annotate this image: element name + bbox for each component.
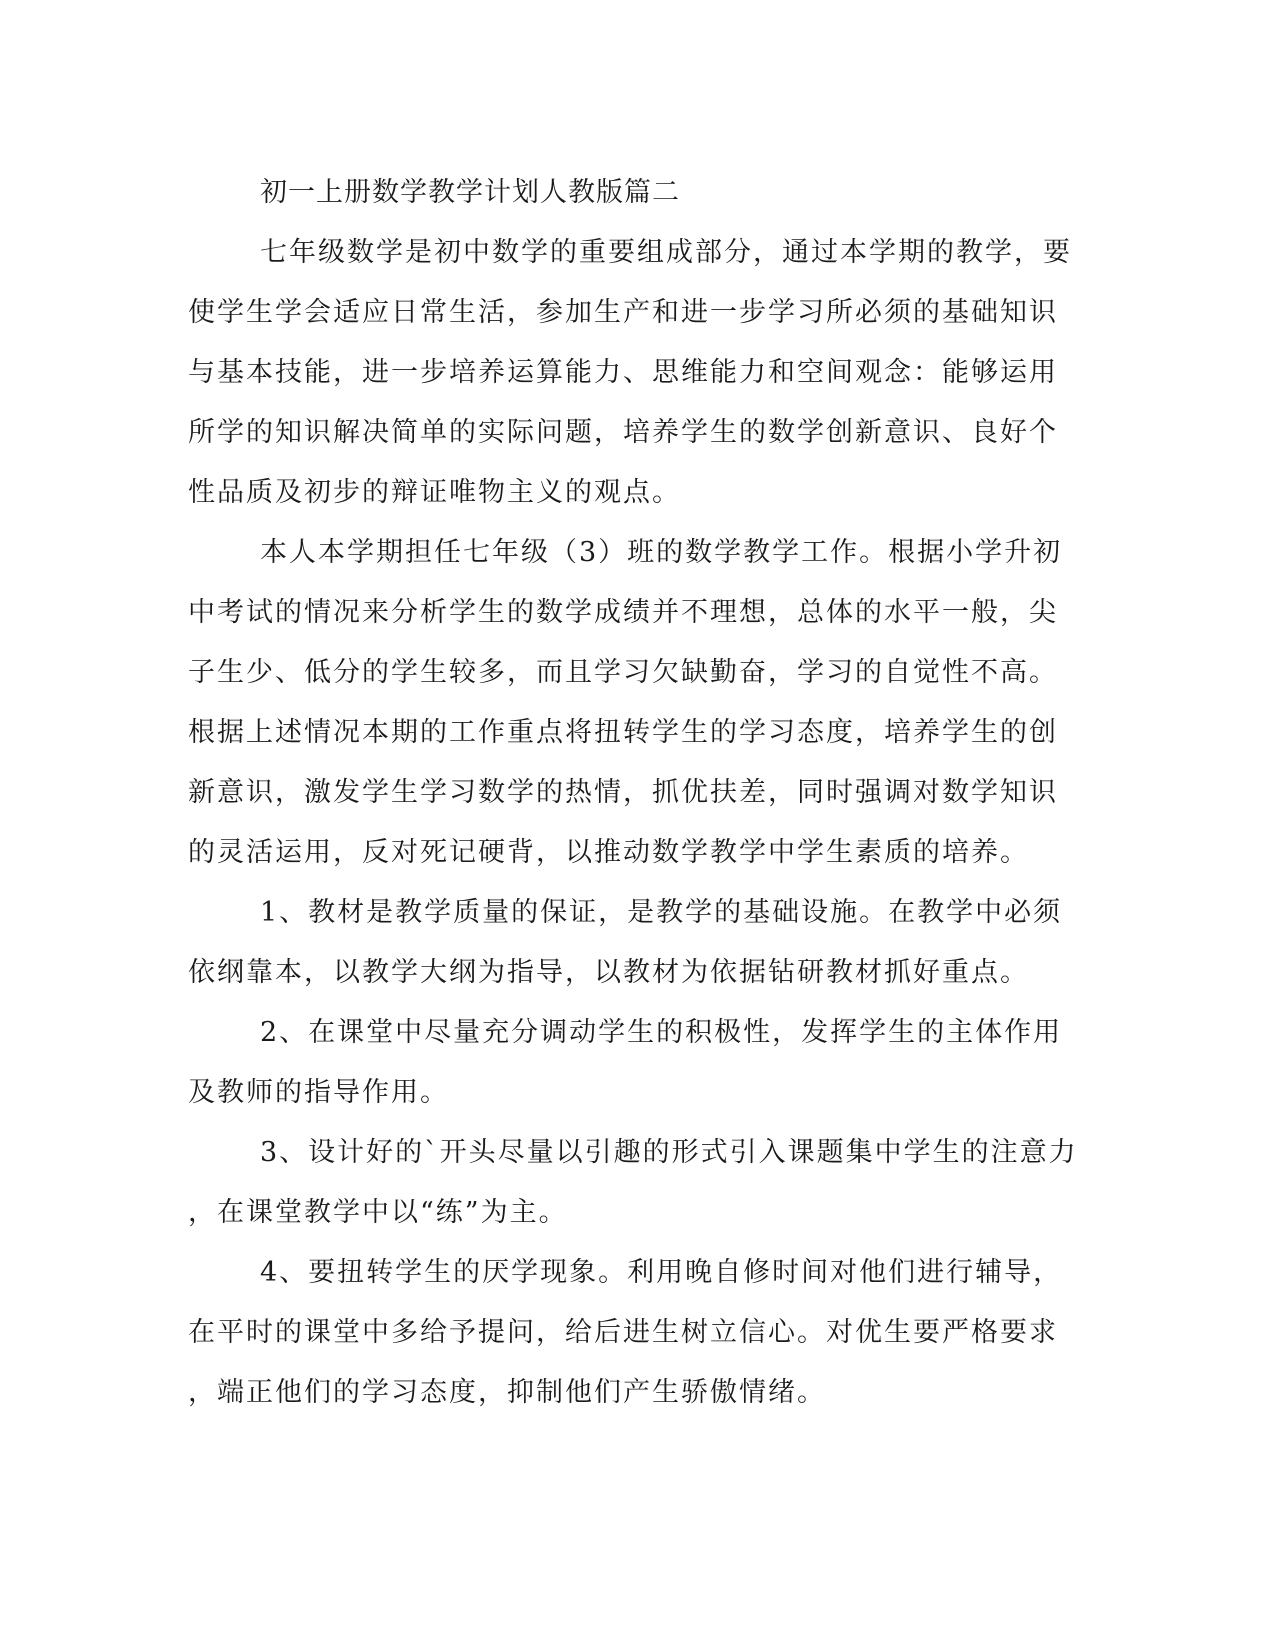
document-title: 初一上册数学教学计划人教版篇二 <box>260 177 680 208</box>
paragraph-1-line-1: 七年级数学是初中数学的重要组成部分，通过本学期的教学，要 <box>260 237 1072 268</box>
item-4-line-1: 4、要扭转学生的厌学现象。利用晚自修时间对他们进行辅导， <box>260 1257 1063 1288</box>
item-2-line-2: 及教师的指导作用。 <box>188 1077 449 1108</box>
paragraph-1-line-2: 使学生学会适应日常生活，参加生产和进一步学习所必须的基础知识 <box>188 297 1058 328</box>
item-1-line-2: 依纲靠本，以教学大纲为指导，以教材为依据钻研教材抓好重点。 <box>188 957 1029 988</box>
paragraph-2-line-4: 根据上述情况本期的工作重点将扭转学生的学习态度，培养学生的创 <box>188 717 1058 748</box>
item-4-line-2: 在平时的课堂中多给予提问，给后进生树立信心。对优生要严格要求 <box>188 1317 1058 1348</box>
paragraph-2-line-3: 子生少、低分的学生较多，而且学习欠缺勤奋，学习的自觉性不高。 <box>188 657 1058 688</box>
item-3-line-2: ，在课堂教学中以“练”为主。 <box>188 1197 568 1228</box>
item-2-line-1: 2、在课堂中尽量充分调动学生的积极性，发挥学生的主体作用 <box>260 1017 1063 1048</box>
paragraph-1-line-5: 性品质及初步的辩证唯物主义的观点。 <box>188 477 681 508</box>
document-body <box>188 163 1078 1423</box>
paragraph-2-line-1: 本人本学期担任七年级（3）班的数学教学工作。根据小学升初 <box>260 537 1063 568</box>
paragraph-1-line-4: 所学的知识解决简单的实际问题，培养学生的数学创新意识、良好个 <box>188 417 1058 448</box>
item-4-line-3: ，端正他们的学习态度，抑制他们产生骄傲情绪。 <box>188 1377 826 1408</box>
paragraph-2-line-5: 新意识，激发学生学习数学的热情，抓优扶差，同时强调对数学知识 <box>188 777 1058 808</box>
item-1-line-1: 1、教材是教学质量的保证，是教学的基础设施。在教学中必须 <box>260 897 1063 928</box>
paragraph-1-line-3: 与基本技能，进一步培养运算能力、思维能力和空间观念：能够运用 <box>188 357 1058 388</box>
item-3-line-1: 3、设计好的`开头尽量以引趣的形式引入课题集中学生的注意力 <box>260 1137 1078 1168</box>
paragraph-2-line-2: 中考试的情况来分析学生的数学成绩并不理想，总体的水平一般，尖 <box>188 597 1058 628</box>
paragraph-2-line-6: 的灵活运用，反对死记硬背，以推动数学教学中学生素质的培养。 <box>188 837 1029 868</box>
